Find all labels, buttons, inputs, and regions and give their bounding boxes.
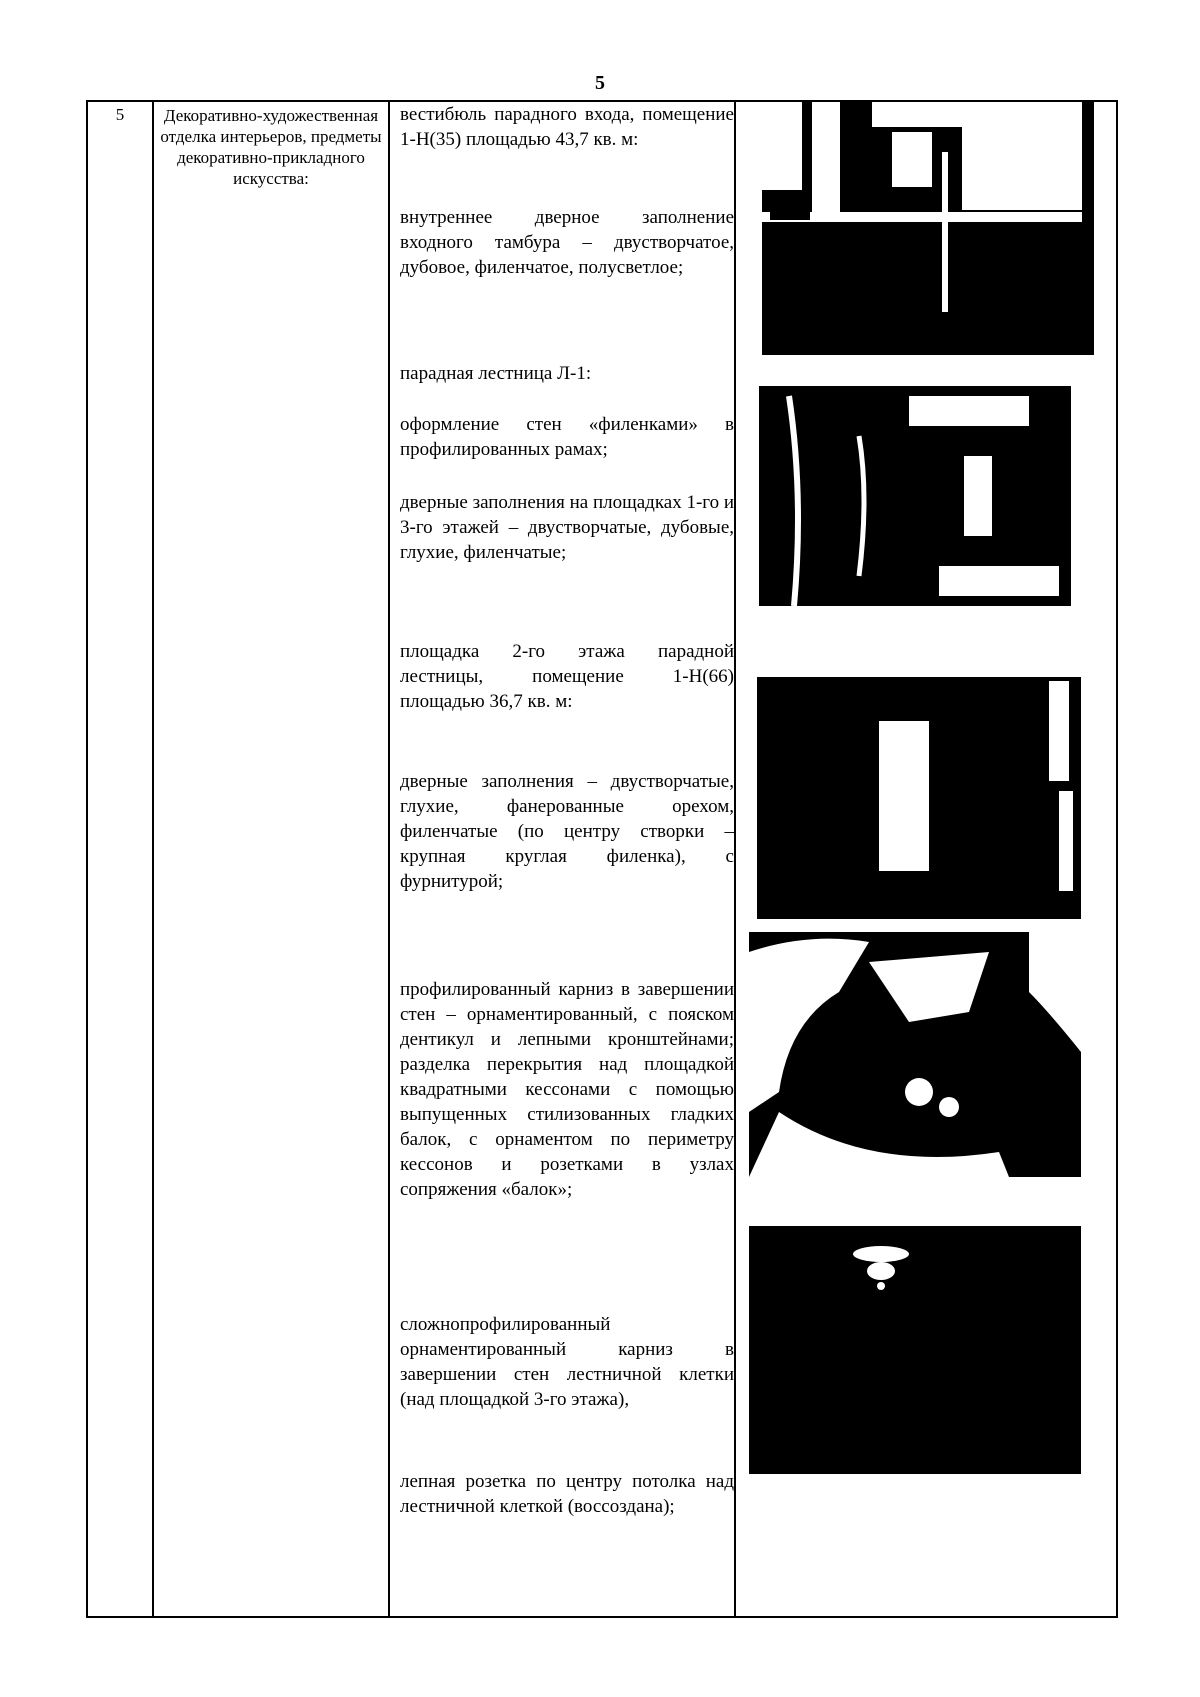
item-text: внутреннее дверное заполнение входного тамбура – двустворчатое, дубовое, филенчатое, полусветлое; [400,207,734,278]
item-text: парадная лестница Л-1: [400,363,592,384]
page-number: 5 [595,72,605,94]
item-text: дверные заполнения на площадках 1-го и 3-го этажей – двустворчатые, дубовые, глухие, филенчатые; [400,492,735,563]
doorway-photo [749,671,1081,919]
ceiling-rosette-photo [749,1226,1081,1474]
staircase-photo [749,376,1081,624]
column-divider [734,102,736,1616]
item-text: вестибюль парадного входа, помещение 1-Н(35) площадью 43,7 кв. м: [400,104,734,150]
item-text: сложнопрофилированный орнаментированный карниз в завершении стен лестничной клетки (над площадкой 3-го этажа), [400,1314,734,1410]
column-divider [388,102,390,1616]
item-text: профилированный карниз в завершении стен – орнаментированный, с пояском дентикул и лепными кронштейнами; разделка перекрытия над площадкой квадратными кессонами с помощью выпущенных стилизованных гладких балок, с орнаментом по периметру кессонов и розетками в узлах сопряжения «балок»; [400,979,734,1200]
item-text: лепная розетка по центру потолка над лестничной клеткой (воссоздана); [400,1471,734,1517]
heritage-table [86,100,1118,1618]
item-text: площадка 2-го этажа парадной лестницы, помещение 1-Н(66) площадью 36,7 кв. м: [400,641,734,712]
item-text: оформление стен «филенками» в профилированных рамах; [400,414,734,460]
row-category: Декоративно-художественная отделка интерьеров, предметы декоративно-прикладного искусства: [160,106,382,188]
column-divider [152,102,154,1616]
ceiling-cornice-photo [749,932,1081,1177]
row-number: 5 [115,105,125,124]
item-text: дверные заполнения – двустворчатые, глухие, фанерованные орехом, филенчатые (по центру створки – крупная круглая филенка), с фурнитурой; [400,771,734,892]
vestibule-door-photo [762,102,1094,355]
